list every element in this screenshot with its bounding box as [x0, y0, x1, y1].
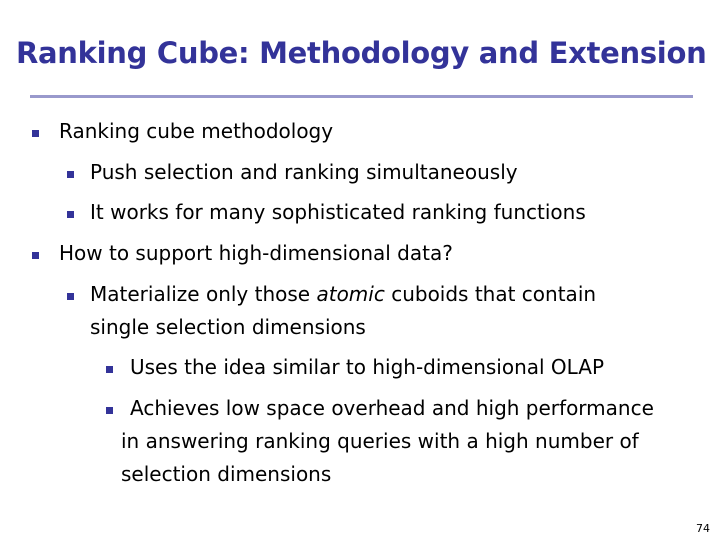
- bullet-text-line: selection dimensions: [121, 462, 332, 486]
- page-number: 74: [696, 522, 710, 535]
- bullet-text-line: [90, 278, 596, 311]
- square-bullet-icon: [32, 130, 39, 137]
- emphasized-text: atomic: [316, 282, 385, 306]
- bullet-push-selection: [90, 156, 518, 189]
- bullet-text: Uses the idea similar to high-dimensional OLAP: [130, 355, 605, 379]
- square-bullet-icon: [106, 366, 113, 373]
- bullet-text: How to support high-dimensional data?: [59, 241, 453, 265]
- square-bullet-icon: [32, 252, 39, 259]
- bullet-uses-the-idea: [130, 351, 604, 384]
- bullet-materialize-atomic-cuboids: [90, 278, 596, 344]
- square-bullet-icon: [67, 211, 74, 218]
- bullet-ranking-cube-methodology: [59, 115, 333, 148]
- square-bullet-icon: [67, 293, 74, 300]
- square-bullet-icon: [67, 171, 74, 178]
- bullet-text-line: Achieves low space overhead and high performance: [130, 396, 654, 420]
- bullet-achieves-low-space: [121, 392, 654, 491]
- bullet-text: Ranking cube methodology: [59, 119, 334, 143]
- slide-title: Ranking Cube: Methodology and Extension: [16, 36, 707, 70]
- bullet-text: It works for many sophisticated ranking functions: [90, 200, 586, 224]
- text-run: cuboids that contain: [384, 282, 597, 306]
- text-run: Materialize only those: [90, 282, 317, 306]
- bullet-high-dimensional-data: [59, 237, 453, 270]
- bullet-works-for-many: [90, 196, 586, 229]
- bullet-text-line: in answering ranking queries with a high number of: [121, 429, 639, 453]
- bullet-text-line: single selection dimensions: [90, 315, 366, 339]
- title-divider: [30, 95, 693, 98]
- bullet-text: Push selection and ranking simultaneously: [90, 160, 518, 184]
- square-bullet-icon: [106, 407, 113, 414]
